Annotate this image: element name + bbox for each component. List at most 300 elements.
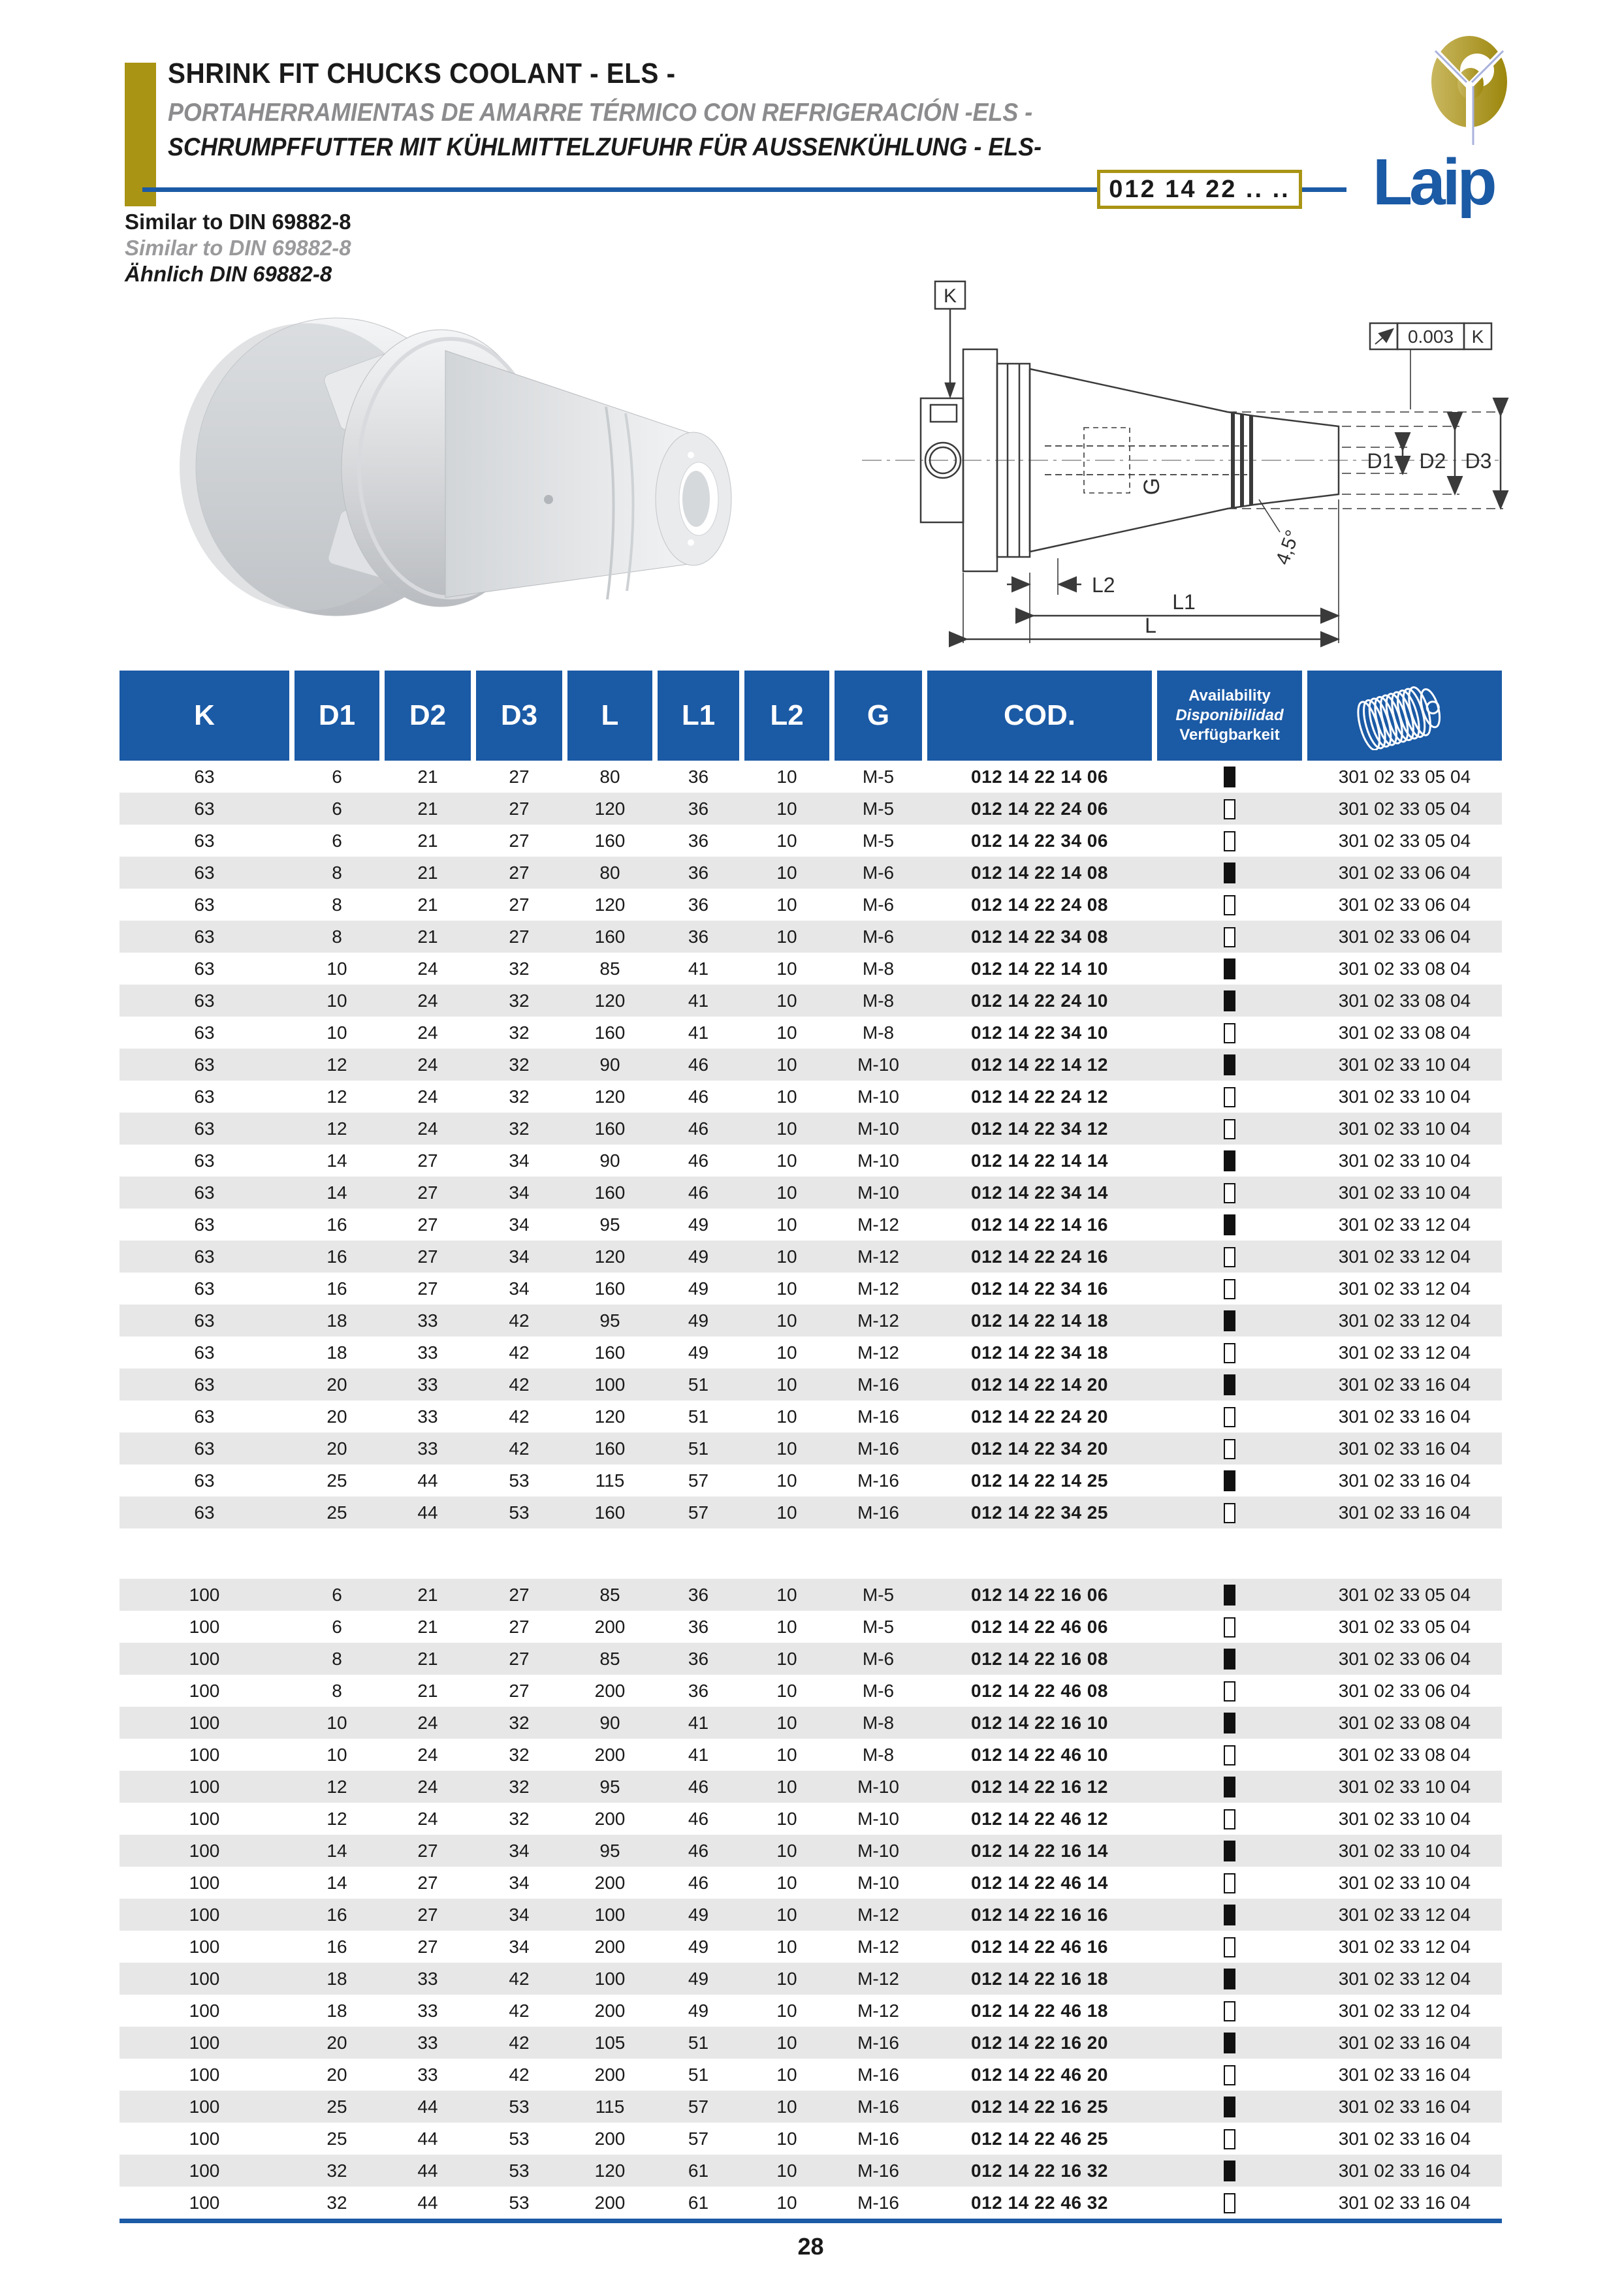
order-code-cell: 012 14 22 46 10 bbox=[971, 1744, 1108, 1765]
table-cell: 32 bbox=[509, 1054, 530, 1075]
table-cell: 18 bbox=[326, 1310, 347, 1331]
table-cell: 10 bbox=[776, 1904, 797, 1925]
availability-empty-marker bbox=[1224, 2129, 1235, 2149]
table-row bbox=[119, 1611, 1502, 1643]
availability-cell bbox=[1157, 1840, 1302, 1862]
table-cell: 27 bbox=[509, 894, 530, 915]
din-reference-es: Similar to DIN 69882-8 bbox=[125, 236, 351, 260]
table-cell: 63 bbox=[194, 1118, 215, 1139]
table-cell: 10 bbox=[776, 990, 797, 1011]
table-cell: 10 bbox=[776, 926, 797, 947]
table-cell: 32 bbox=[326, 2160, 347, 2181]
table-cell: M-16 bbox=[857, 2032, 899, 2053]
table-cell: 95 bbox=[599, 1310, 620, 1331]
coolant-tube-code-cell: 301 02 33 16 04 bbox=[1338, 2032, 1471, 2053]
table-row bbox=[119, 1579, 1502, 1611]
table-row bbox=[119, 1049, 1502, 1081]
availability-cell bbox=[1157, 1470, 1302, 1492]
coolant-tube-code-cell: 301 02 33 12 04 bbox=[1338, 1214, 1471, 1235]
table-cell: 10 bbox=[776, 2064, 797, 2085]
table-cell: 27 bbox=[509, 1680, 530, 1701]
table-cell: 34 bbox=[509, 1214, 530, 1235]
table-cell: 27 bbox=[417, 1182, 438, 1203]
table-cell: 42 bbox=[509, 2000, 530, 2021]
table-row bbox=[119, 1145, 1502, 1177]
table-cell: 6 bbox=[332, 1616, 342, 1637]
table-cell: 33 bbox=[417, 2032, 438, 2053]
coolant-tube-code-cell: 301 02 33 10 04 bbox=[1338, 1054, 1471, 1075]
availability-cell bbox=[1157, 990, 1302, 1012]
table-cell: 14 bbox=[326, 1182, 347, 1203]
table-cell: 53 bbox=[509, 2096, 530, 2117]
table-cell: M-6 bbox=[862, 1648, 895, 1669]
table-cell: 12 bbox=[326, 1086, 347, 1107]
table-cell: 10 bbox=[776, 2192, 797, 2213]
page-title-de: SCHRUMPFFUTTER MIT KÜHLMITTELZUFUHR FÜR AUSSENKÜHLUNG - ELS- bbox=[168, 133, 1042, 161]
table-cell: 63 bbox=[194, 862, 215, 883]
table-cell: 6 bbox=[332, 830, 342, 851]
col-header-d3: D3 bbox=[476, 671, 562, 761]
table-cell: 46 bbox=[688, 1776, 709, 1797]
table-cell: 61 bbox=[688, 2160, 709, 2181]
availability-cell bbox=[1157, 2160, 1302, 2182]
table-cell: 36 bbox=[688, 926, 709, 947]
table-row bbox=[119, 889, 1502, 921]
coolant-tube-code-cell: 301 02 33 10 04 bbox=[1338, 1808, 1471, 1829]
table-cell: 34 bbox=[509, 1182, 530, 1203]
table-cell: 10 bbox=[776, 1118, 797, 1139]
table-cell: M-12 bbox=[857, 1342, 899, 1363]
order-code-cell: 012 14 22 16 12 bbox=[971, 1776, 1108, 1797]
table-cell: 21 bbox=[417, 1648, 438, 1669]
order-code-cell: 012 14 22 46 32 bbox=[971, 2192, 1108, 2213]
coolant-tube-code-cell: 301 02 33 16 04 bbox=[1338, 2096, 1471, 2117]
table-cell: 46 bbox=[688, 1872, 709, 1893]
technical-drawing bbox=[823, 271, 1535, 656]
availability-cell bbox=[1157, 1054, 1302, 1076]
availability-de: Verfügbarkeit bbox=[1179, 726, 1280, 744]
availability-cell bbox=[1157, 1246, 1302, 1267]
table-cell: 200 bbox=[594, 1680, 626, 1701]
table-cell: 100 bbox=[189, 1776, 220, 1797]
table-cell: 200 bbox=[594, 2192, 626, 2213]
table-cell: 18 bbox=[326, 1968, 347, 1989]
order-code-cell: 012 14 22 16 16 bbox=[971, 1904, 1108, 1925]
coolant-tube-code-cell: 301 02 33 05 04 bbox=[1338, 1616, 1471, 1637]
table-cell: 32 bbox=[509, 1808, 530, 1829]
table-cell: 46 bbox=[688, 1808, 709, 1829]
table-cell: 27 bbox=[509, 830, 530, 851]
availability-cell bbox=[1157, 1118, 1302, 1139]
table-cell: 33 bbox=[417, 1374, 438, 1395]
order-code-cell: 012 14 22 34 12 bbox=[971, 1118, 1108, 1139]
availability-cell bbox=[1157, 1278, 1302, 1299]
table-cell: M-6 bbox=[862, 862, 895, 883]
table-cell: 42 bbox=[509, 2064, 530, 2085]
table-cell: 63 bbox=[194, 1470, 215, 1491]
table-cell: 100 bbox=[189, 2064, 220, 2085]
table-cell: 44 bbox=[417, 1470, 438, 1491]
table-cell: 63 bbox=[194, 1406, 215, 1427]
table-cell: 25 bbox=[326, 1470, 347, 1491]
table-cell: 53 bbox=[509, 1470, 530, 1491]
availability-empty-marker bbox=[1224, 2193, 1235, 2213]
table-cell: M-10 bbox=[857, 1086, 899, 1107]
order-code-cell: 012 14 22 34 10 bbox=[971, 1022, 1108, 1043]
availability-cell bbox=[1157, 1808, 1302, 1829]
availability-filled-marker bbox=[1224, 1054, 1235, 1075]
table-cell: 27 bbox=[417, 1904, 438, 1925]
availability-cell bbox=[1157, 1584, 1302, 1606]
order-code-cell: 012 14 22 24 12 bbox=[971, 1086, 1108, 1107]
table-cell: M-10 bbox=[857, 1808, 899, 1829]
table-cell: 51 bbox=[688, 1406, 709, 1427]
table-cell: 200 bbox=[594, 1616, 626, 1637]
table-cell: M-8 bbox=[862, 1022, 895, 1043]
availability-cell bbox=[1157, 1310, 1302, 1332]
table-cell: 36 bbox=[688, 1680, 709, 1701]
coolant-tube-code-cell: 301 02 33 05 04 bbox=[1338, 1584, 1471, 1605]
table-cell: 115 bbox=[595, 1470, 625, 1491]
table-row bbox=[119, 1209, 1502, 1241]
availability-filled-marker bbox=[1224, 1969, 1235, 1989]
availability-es: Disponibilidad bbox=[1175, 706, 1284, 724]
table-cell: 33 bbox=[417, 2064, 438, 2085]
table-cell: 21 bbox=[417, 1680, 438, 1701]
table-row bbox=[119, 1464, 1502, 1496]
availability-empty-marker bbox=[1224, 1439, 1235, 1459]
table-cell: 24 bbox=[417, 1118, 438, 1139]
table-cell: 46 bbox=[688, 1840, 709, 1861]
availability-cell bbox=[1157, 766, 1302, 788]
col-header-d2: D2 bbox=[385, 671, 471, 761]
table-cell: 49 bbox=[688, 2000, 709, 2021]
table-cell: 44 bbox=[417, 2160, 438, 2181]
coolant-tube-code-cell: 301 02 33 16 04 bbox=[1338, 2160, 1471, 2181]
table-cell: 120 bbox=[594, 798, 626, 819]
table-cell: 34 bbox=[509, 1904, 530, 1925]
table-cell: 36 bbox=[688, 1584, 709, 1605]
coolant-tube-code-cell: 301 02 33 06 04 bbox=[1338, 894, 1471, 915]
table-cell: M-16 bbox=[857, 1438, 899, 1459]
table-cell: 27 bbox=[417, 1214, 438, 1235]
table-cell: 10 bbox=[776, 1022, 797, 1043]
table-cell: 100 bbox=[189, 1648, 220, 1669]
table-cell: M-16 bbox=[857, 2096, 899, 2117]
table-cell: 12 bbox=[326, 1776, 347, 1797]
order-code-cell: 012 14 22 24 10 bbox=[971, 990, 1108, 1011]
coolant-tube-code-cell: 301 02 33 10 04 bbox=[1338, 1840, 1471, 1861]
table-cell: 10 bbox=[776, 1936, 797, 1957]
table-cell: 10 bbox=[776, 1214, 797, 1235]
table-cell: 16 bbox=[326, 1936, 347, 1957]
availability-empty-marker bbox=[1224, 831, 1235, 851]
table-cell: 63 bbox=[194, 894, 215, 915]
table-row bbox=[119, 1017, 1502, 1049]
table-cell: 90 bbox=[599, 1054, 620, 1075]
table-cell: 63 bbox=[194, 1502, 215, 1523]
col-header-coolant-tube bbox=[1307, 671, 1502, 761]
table-cell: 160 bbox=[594, 1502, 626, 1523]
availability-filled-marker bbox=[1224, 990, 1235, 1011]
table-cell: 100 bbox=[189, 1968, 220, 1989]
availability-cell bbox=[1157, 1936, 1302, 1957]
table-cell: M-12 bbox=[857, 1214, 899, 1235]
table-cell: 42 bbox=[509, 1438, 530, 1459]
table-cell: 24 bbox=[417, 1054, 438, 1075]
table-cell: 27 bbox=[417, 1150, 438, 1171]
table-row bbox=[119, 1995, 1502, 2027]
table-cell: 20 bbox=[326, 2032, 347, 2053]
header-rule bbox=[142, 187, 1097, 192]
availability-filled-marker bbox=[1224, 2160, 1235, 2181]
availability-cell bbox=[1157, 1872, 1302, 1893]
table-cell: 80 bbox=[599, 862, 620, 883]
table-cell: 100 bbox=[189, 1584, 220, 1605]
availability-cell bbox=[1157, 2128, 1302, 2149]
availability-cell bbox=[1157, 1342, 1302, 1363]
order-code-cell: 012 14 22 16 18 bbox=[971, 1968, 1108, 1989]
availability-filled-marker bbox=[1224, 1841, 1235, 1861]
table-cell: M-6 bbox=[862, 926, 895, 947]
col-header-cod: COD. bbox=[927, 671, 1152, 761]
page-number: 28 bbox=[797, 2233, 824, 2260]
page-title-es: PORTAHERRAMIENTAS DE AMARRE TÉRMICO CON REFRIGERACIÓN -ELS - bbox=[168, 99, 1033, 127]
order-code-cell: 012 14 22 34 14 bbox=[971, 1182, 1108, 1203]
table-cell: 10 bbox=[776, 1744, 797, 1765]
table-cell: 63 bbox=[194, 1150, 215, 1171]
table-cell: M-8 bbox=[862, 1744, 895, 1765]
availability-cell bbox=[1157, 2064, 1302, 2085]
table-cell: 160 bbox=[594, 1022, 626, 1043]
table-cell: 49 bbox=[688, 1968, 709, 1989]
table-cell: 120 bbox=[594, 1086, 626, 1107]
availability-empty-marker bbox=[1224, 895, 1235, 915]
table-cell: 25 bbox=[326, 2096, 347, 2117]
table-cell: 18 bbox=[326, 2000, 347, 2021]
table-cell: 200 bbox=[594, 1808, 626, 1829]
table-cell: 57 bbox=[688, 1502, 709, 1523]
table-row bbox=[119, 953, 1502, 985]
availability-filled-marker bbox=[1224, 1649, 1235, 1670]
table-cell: 49 bbox=[688, 1278, 709, 1299]
table-cell: 36 bbox=[688, 798, 709, 819]
table-cell: 10 bbox=[776, 1246, 797, 1267]
col-header-d1: D1 bbox=[295, 671, 379, 761]
availability-cell bbox=[1157, 1712, 1302, 1734]
drawing-d1-label: D1 bbox=[1367, 449, 1394, 473]
availability-filled-marker bbox=[1224, 1310, 1235, 1331]
table-cell: 63 bbox=[194, 1214, 215, 1235]
table-cell: 10 bbox=[776, 766, 797, 787]
table-cell: 14 bbox=[326, 1872, 347, 1893]
table-cell: 27 bbox=[417, 1936, 438, 1957]
table-cell: 10 bbox=[776, 1616, 797, 1637]
table-row bbox=[119, 1273, 1502, 1305]
table-cell: 32 bbox=[509, 1712, 530, 1733]
availability-cell bbox=[1157, 2032, 1302, 2054]
table-cell: 49 bbox=[688, 1936, 709, 1957]
coolant-tube-code-cell: 301 02 33 16 04 bbox=[1338, 2064, 1471, 2085]
availability-cell bbox=[1157, 1680, 1302, 1701]
table-cell: 24 bbox=[417, 1022, 438, 1043]
table-cell: 120 bbox=[594, 1246, 626, 1267]
table-cell: 44 bbox=[417, 2096, 438, 2117]
table-cell: 10 bbox=[326, 990, 347, 1011]
drawing-tolerance-value: 0.003 bbox=[1407, 326, 1454, 347]
table-cell: 51 bbox=[688, 2032, 709, 2053]
table-cell: 34 bbox=[509, 1936, 530, 1957]
table-cell: 24 bbox=[417, 1712, 438, 1733]
availability-filled-marker bbox=[1224, 1374, 1235, 1395]
table-cell: 61 bbox=[688, 2192, 709, 2213]
availability-cell bbox=[1157, 798, 1302, 819]
table-cell: M-16 bbox=[857, 2160, 899, 2181]
table-cell: 8 bbox=[332, 1680, 342, 1701]
table-cell: 34 bbox=[509, 1872, 530, 1893]
table-cell: 10 bbox=[326, 1744, 347, 1765]
table-cell: 8 bbox=[332, 1648, 342, 1669]
table-cell: 42 bbox=[509, 1406, 530, 1427]
table-cell: 49 bbox=[688, 1342, 709, 1363]
table-row bbox=[119, 2123, 1502, 2155]
availability-cell bbox=[1157, 1904, 1302, 1926]
table-cell: 10 bbox=[776, 1182, 797, 1203]
coolant-tube-code-cell: 301 02 33 12 04 bbox=[1338, 1904, 1471, 1925]
table-cell: M-10 bbox=[857, 1150, 899, 1171]
availability-cell bbox=[1157, 1182, 1302, 1203]
table-cell: 100 bbox=[189, 1616, 220, 1637]
availability-cell bbox=[1157, 1438, 1302, 1459]
table-row bbox=[119, 1931, 1502, 1963]
table-cell: 25 bbox=[326, 2128, 347, 2149]
table-cell: 21 bbox=[417, 830, 438, 851]
table-cell: 8 bbox=[332, 862, 342, 883]
availability-cell bbox=[1157, 1648, 1302, 1670]
table-cell: 63 bbox=[194, 1054, 215, 1075]
table-cell: 63 bbox=[194, 1022, 215, 1043]
availability-empty-marker bbox=[1224, 1023, 1235, 1043]
table-cell: 18 bbox=[326, 1342, 347, 1363]
table-cell: 41 bbox=[688, 1712, 709, 1733]
availability-cell bbox=[1157, 1086, 1302, 1107]
col-header-k: K bbox=[119, 671, 289, 761]
coolant-tube-code-cell: 301 02 33 06 04 bbox=[1338, 926, 1471, 947]
coolant-tube-code-cell: 301 02 33 10 04 bbox=[1338, 1118, 1471, 1139]
order-code-cell: 012 14 22 14 16 bbox=[971, 1214, 1108, 1235]
table-cell: 27 bbox=[417, 1246, 438, 1267]
order-code-cell: 012 14 22 14 25 bbox=[971, 1470, 1108, 1491]
table-cell: 10 bbox=[776, 1470, 797, 1491]
table-row bbox=[119, 1771, 1502, 1803]
table-cell: 8 bbox=[332, 894, 342, 915]
availability-filled-marker bbox=[1224, 2033, 1235, 2053]
table-cell: 63 bbox=[194, 766, 215, 787]
coolant-tube-code-cell: 301 02 33 06 04 bbox=[1338, 862, 1471, 883]
table-cell: 14 bbox=[326, 1150, 347, 1171]
table-cell: 57 bbox=[688, 2128, 709, 2149]
table-cell: M-16 bbox=[857, 1406, 899, 1427]
table-cell: 53 bbox=[509, 2160, 530, 2181]
table-cell: M-10 bbox=[857, 1840, 899, 1861]
coolant-tube-code-cell: 301 02 33 10 04 bbox=[1338, 1150, 1471, 1171]
availability-empty-marker bbox=[1224, 1247, 1235, 1267]
coolant-tube-code-cell: 301 02 33 16 04 bbox=[1338, 1502, 1471, 1523]
table-row bbox=[119, 1835, 1502, 1867]
table-cell: 200 bbox=[594, 1744, 626, 1765]
order-code-cell: 012 14 22 46 08 bbox=[971, 1680, 1108, 1701]
coolant-tube-code-cell: 301 02 33 16 04 bbox=[1338, 2128, 1471, 2149]
table-cell: M-10 bbox=[857, 1182, 899, 1203]
order-code-cell: 012 14 22 14 20 bbox=[971, 1374, 1108, 1395]
table-cell: 32 bbox=[509, 1776, 530, 1797]
table-cell: 36 bbox=[688, 830, 709, 851]
coolant-tube-icon bbox=[1349, 682, 1460, 750]
table-cell: 10 bbox=[776, 1406, 797, 1427]
table-cell: 21 bbox=[417, 798, 438, 819]
availability-empty-marker bbox=[1224, 1937, 1235, 1957]
table-cell: 46 bbox=[688, 1150, 709, 1171]
col-header-l1: L1 bbox=[658, 671, 739, 761]
table-row bbox=[119, 1867, 1502, 1899]
table-row bbox=[119, 1337, 1502, 1369]
table-cell: 10 bbox=[776, 1150, 797, 1171]
table-cell: 34 bbox=[509, 1840, 530, 1861]
coolant-tube-code-cell: 301 02 33 12 04 bbox=[1338, 1342, 1471, 1363]
table-cell: 44 bbox=[417, 1502, 438, 1523]
table-row bbox=[119, 2187, 1502, 2219]
table-cell: 41 bbox=[688, 1022, 709, 1043]
availability-empty-marker bbox=[1224, 1343, 1235, 1363]
table-cell: M-16 bbox=[857, 2192, 899, 2213]
table-cell: 10 bbox=[776, 1086, 797, 1107]
table-cell: 21 bbox=[417, 894, 438, 915]
table-cell: 63 bbox=[194, 1246, 215, 1267]
coolant-tube-code-cell: 301 02 33 10 04 bbox=[1338, 1872, 1471, 1893]
table-cell: 27 bbox=[509, 862, 530, 883]
table-cell: 160 bbox=[594, 1118, 626, 1139]
table-cell: 200 bbox=[594, 1872, 626, 1893]
table-row bbox=[119, 1305, 1502, 1337]
table-cell: 80 bbox=[599, 766, 620, 787]
table-cell: 51 bbox=[688, 1374, 709, 1395]
table-row bbox=[119, 1496, 1502, 1528]
order-code-cell: 012 14 22 16 06 bbox=[971, 1584, 1108, 1605]
table-cell: 100 bbox=[189, 2000, 220, 2021]
table-cell: 49 bbox=[688, 1246, 709, 1267]
table-cell: 27 bbox=[509, 798, 530, 819]
availability-cell bbox=[1157, 830, 1302, 851]
table-cell: M-16 bbox=[857, 2128, 899, 2149]
order-code-cell: 012 14 22 14 10 bbox=[971, 958, 1108, 979]
table-cell: 63 bbox=[194, 830, 215, 851]
availability-empty-marker bbox=[1224, 2065, 1235, 2085]
table-row bbox=[119, 1963, 1502, 1995]
table-cell: 20 bbox=[326, 1406, 347, 1427]
table-cell: 27 bbox=[509, 926, 530, 947]
table-row bbox=[119, 2091, 1502, 2123]
table-cell: 10 bbox=[776, 1776, 797, 1797]
table-cell: 10 bbox=[776, 1054, 797, 1075]
table-row bbox=[119, 1899, 1502, 1931]
table-cell: M-5 bbox=[862, 830, 895, 851]
laip-logo-emblem-icon bbox=[1358, 33, 1593, 150]
col-header-g: G bbox=[835, 671, 922, 761]
table-cell: 10 bbox=[326, 1022, 347, 1043]
table-cell: 10 bbox=[776, 1808, 797, 1829]
table-row bbox=[119, 1081, 1502, 1113]
table-cell: M-10 bbox=[857, 1872, 899, 1893]
